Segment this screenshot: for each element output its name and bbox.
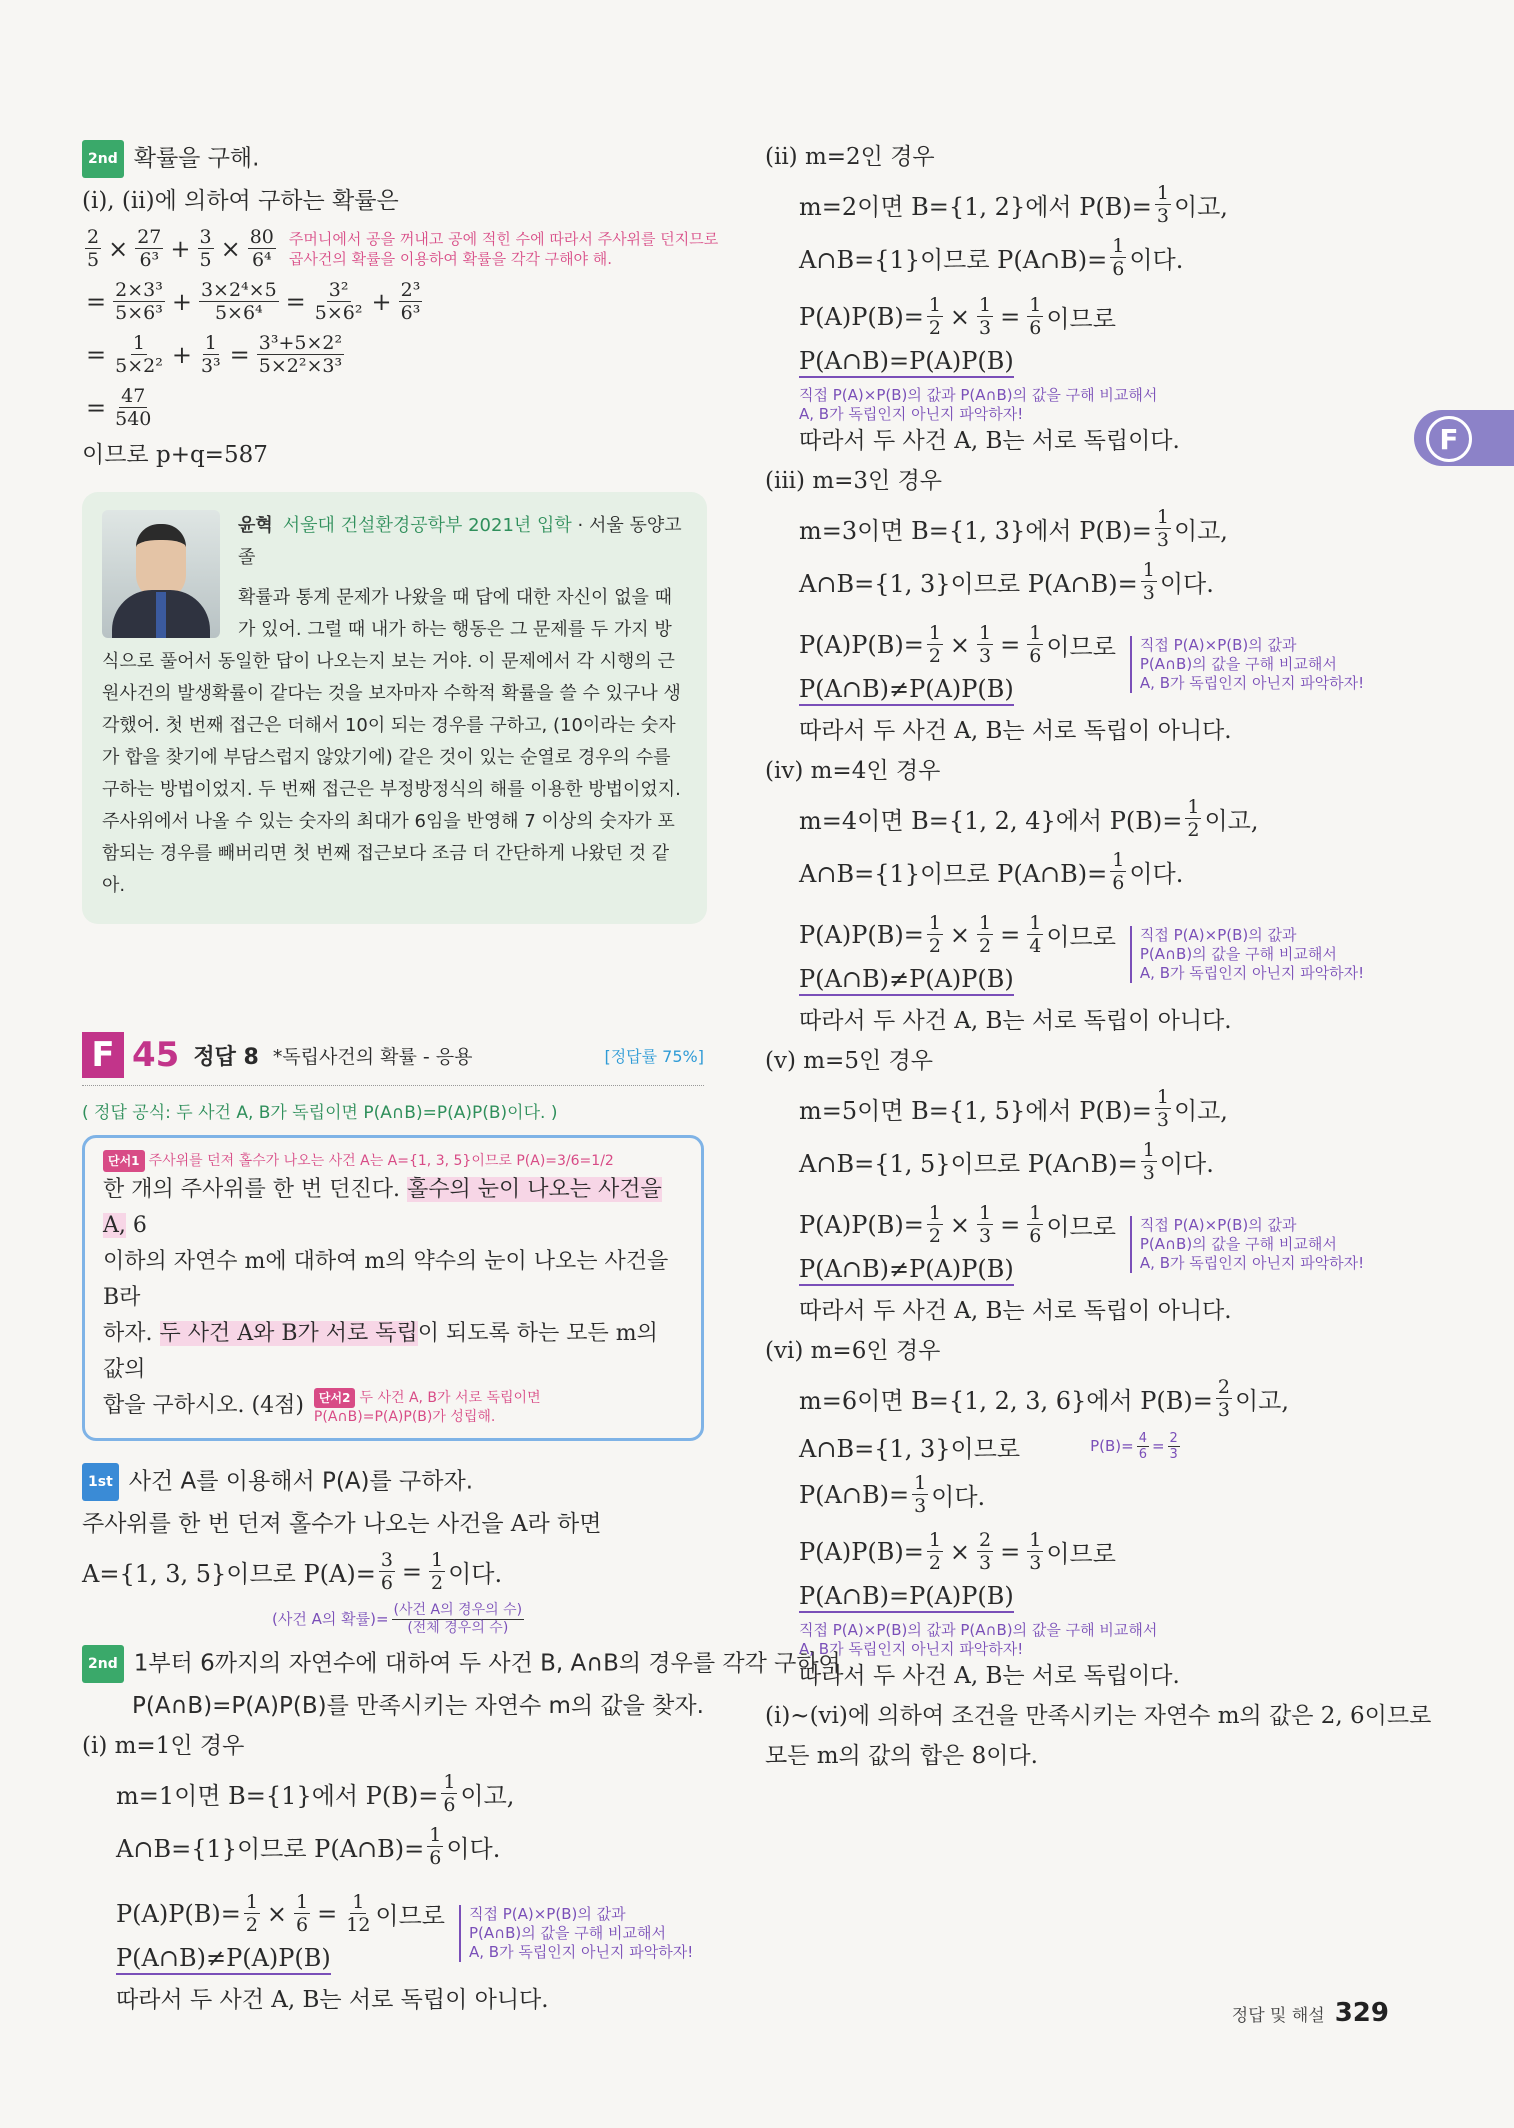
case6-equal: P(A∩B)=P(A)P(B) (765, 1582, 1405, 1613)
step2b-heading: 2nd 1부터 6까지의 자연수에 대하여 두 사건 B, A∩B의 경우를 각각 구하여 (82, 1645, 707, 1683)
equation-line-2: = $\frac{\text{2×3³}}{\text{5×6³}}$ + $\frac{\text{3×2⁴×5}}{\text{5×6⁴}}$ = $\frac{\text{3²}}{\text{5×6²}}$ + $\frac{\text{2³}}{\text{6³}}$ (86, 279, 421, 324)
case5-conclusion: 따라서 두 사건 A, B는 서로 독립이 아니다. (799, 1298, 1232, 1324)
student-info: 윤혁 서울대 건설환경공학부 2021년 입학 · 서울 동양고 졸 (238, 515, 682, 568)
case1-note: 직접 P(A)×P(B)의 값과 P(A∩B)의 값을 구해 비교해서 A, B가 독립인지 아닌지 파악하자! (459, 1905, 693, 1962)
equation-line-3: = $\frac{1}{\text{5×2²}}$ + $\frac{1}{\text{3³}}$ = $\frac{\text{3³+5×2²}}{\text{5×2²×3³}}$ (86, 332, 343, 377)
case3-line2: A∩B={1, 3}이므로 P(A∩B)= $\frac{1}{3}$ 이다. (799, 559, 1214, 604)
case1-conclusion: 따라서 두 사건 A, B는 서로 독립이 아니다. (116, 1987, 549, 2013)
step1-text: 주사위를 한 번 던져 홀수가 나오는 사건을 A라 하면 (82, 1511, 602, 1537)
equation-line-1: $\frac{2}{5}$ × $\frac{27}{\text{6³}}$ + $\frac{3}{5}$ × $\frac{80}{\text{6⁴}}$ 주머니에서 공을 꺼내고 공에 적힌 수에 따라서 주사위를 던지므로 곱사건의 확률을 이용하여 확률을 각각 구해야 해. (87, 226, 719, 271)
step2b-subtitle: P(A∩B)=P(A)P(B)를 만족시키는 자연수 m의 값을 찾자. (132, 1693, 704, 1719)
interview-box (82, 492, 707, 924)
page-number: 329 (1334, 1998, 1389, 2028)
case2-line2: A∩B={1}이므로 P(A∩B)= $\frac{1}{6}$ 이다. (799, 235, 1184, 280)
case5-line2: A∩B={1, 5}이므로 P(A∩B)= $\frac{1}{3}$ 이다. (799, 1139, 1214, 1184)
final-line-1: (i)~(vi)에 의하여 조건을 만족시키는 자연수 m의 값은 2, 6이므로 (765, 1703, 1432, 1729)
case4-conclusion: 따라서 두 사건 A, B는 서로 독립이 아니다. (799, 1008, 1232, 1034)
case2-line1: m=2이면 B={1, 2}에서 P(B)= $\frac{1}{3}$ 이고, (799, 182, 1228, 227)
case5-title: (v) m=5인 경우 (765, 1048, 933, 1074)
case6-title: (vi) m=6인 경우 (765, 1338, 941, 1364)
case3-title: (iii) m=3인 경우 (765, 468, 943, 494)
step1-heading: 1st 사건 A를 이용해서 P(A)를 구하자. (82, 1463, 707, 1501)
chapter-f-icon: F (1426, 416, 1472, 462)
problem-number: 45 (132, 1035, 180, 1075)
interview-text: 확률과 통계 문제가 나왔을 때 답에 대한 자신이 없을 때가 있어. 그럴 때 내가 하는 행동은 그 문제를 두 가지 방식으로 풀어서 동일한 답이 나오는지 보는 거야. 이 문제에서 각 시행의 근원사건의 발생확률이 같다는 것을 보자마자 수학적 확률을 쓸 수 있구나 생각했어. 첫 번째 접근은 더해서 10이 되는 경우를 구하고, (10이라는 숫자가 합을 찾기에 부담스럽지 않았기에) 같은 것이 있는 순열로 경우의 수를 구하는 방법이었지. 두 번째 접근은 부정방정식의 해를 이용한 방법이었지. 주사위에서 나올 수 있는 숫자의 최대가 6임을 반영해 7 이상의 숫자가 포함되는 경우를 빼버리면 첫 번째 접근보다 조금 더 간단하게 나왔던 것 같아. (102, 587, 681, 896)
hint1: 단서1 주사위를 던져 홀수가 나오는 사건 A는 A={1, 3, 5}이므로 P(A)=3/6=1/2 (103, 1150, 683, 1172)
case6-line1: m=6이면 B={1, 2, 3, 6}에서 P(B)= $\frac{2}{3}$ 이고, (799, 1376, 1289, 1421)
case5-line1: m=5이면 B={1, 5}에서 P(B)= $\frac{1}{3}$ 이고, (799, 1086, 1228, 1131)
step1-note: (사건 A의 확률)= $\frac{\text{(사건 A의 경우의 수)}}{\text{(전체 경우의 수)}}$ (272, 1602, 523, 1636)
case4-line2: A∩B={1}이므로 P(A∩B)= $\frac{1}{6}$ 이다. (799, 849, 1184, 894)
final-line-2: 모든 m의 값의 합은 8이다. (765, 1743, 1038, 1769)
case1-line1: m=1이면 B={1}에서 P(B)= $\frac{1}{6}$ 이고, (116, 1771, 515, 1816)
chapter-side-tab (1414, 410, 1514, 466)
case2-equal: P(A∩B)=P(A)P(B) (765, 347, 1405, 378)
chapter-tag: F (82, 1032, 124, 1078)
hint2: 단서2 두 사건 A, B가 서로 독립이면 P(A∩B)=P(A)P(B)가 성립해. (313, 1390, 541, 1425)
right-column (765, 140, 1432, 1779)
case4-note: 직접 P(A)×P(B)의 값과 P(A∩B)의 값을 구해 비교해서 A, B가 독립인지 아닌지 파악하자! (1130, 926, 1364, 983)
case4-title: (iv) m=4인 경우 (765, 758, 941, 784)
case1-compare: P(A)P(B)= $\frac{1}{2}$ × $\frac{1}{6}$ = $\frac{1}{12}$ 이므로 P(A∩B)≠P(A)P(B) 직접 P(A)×P(B)의 값과 P(A∩B)의 값을 구해 비교해서 A, B가 독립인지 아닌지 파악하자! (82, 1883, 707, 1983)
question-box (82, 1135, 704, 1441)
step2-heading: 2nd 확률을 구해. (82, 140, 707, 178)
case6-line3: P(A∩B)= $\frac{1}{3}$ 이다. (799, 1472, 986, 1517)
step2-badge: 2nd (82, 140, 124, 178)
case4-compare: P(A)P(B)= $\frac{1}{2}$ × $\frac{1}{2}$ = $\frac{1}{4}$ 이므로 P(A∩B)≠P(A)P(B) 직접 P(A)×P(B)의 값과 P(A∩B)의 값을 구해 비교해서 A, B가 독립인지 아닌지 파악하자! (765, 904, 1405, 1004)
case6-conclusion: 따라서 두 사건 A, B는 서로 독립이다. (799, 1663, 1180, 1689)
case1-title: (i) m=1인 경우 (82, 1733, 245, 1759)
left-column (82, 140, 841, 2023)
prob-intro: (i), (ii)에 의하여 구하는 확률은 (82, 188, 399, 214)
case5-note: 직접 P(A)×P(B)의 값과 P(A∩B)의 값을 구해 비교해서 A, B가 독립인지 아닌지 파악하자! (1130, 1216, 1364, 1273)
case6-note: 직접 P(A)×P(B)의 값과 P(A∩B)의 값을 구해 비교해서 A, B가 독립인지 아닌지 파악하자! (799, 1621, 1158, 1658)
case6-product: P(A)P(B)= $\frac{1}{2}$ × $\frac{2}{3}$ = $\frac{1}{3}$ 이므로 (799, 1529, 1116, 1574)
case5-compare: P(A)P(B)= $\frac{1}{2}$ × $\frac{1}{3}$ = $\frac{1}{6}$ 이므로 P(A∩B)≠P(A)P(B) 직접 P(A)×P(B)의 값과 P(A∩B)의 값을 구해 비교해서 A, B가 독립인지 아닌지 파악하자! (765, 1194, 1405, 1294)
problem-header (82, 1029, 704, 1086)
case2-title: (ii) m=2인 경우 (765, 144, 935, 170)
page-footer (1232, 1998, 1389, 2028)
case6-line2: A∩B={1, 3}이므로 P(B)= $\frac{4}{6}$ = $\frac{2}{3}$ (765, 1429, 1405, 1464)
question-line-2: 이하의 자연수 m에 대하여 m의 약수의 눈이 나오는 사건을 B라 (103, 1249, 669, 1310)
problem-topic: *독립사건의 확률 - 응용 (272, 1045, 473, 1068)
case3-line1: m=3이면 B={1, 3}에서 P(B)= $\frac{1}{3}$ 이고, (799, 506, 1228, 551)
case3-conclusion: 따라서 두 사건 A, B는 서로 독립이 아니다. (799, 718, 1232, 744)
answer-label: 정답 8 (193, 1044, 259, 1070)
answer-formula: ( 정답 공식: 두 사건 A, B가 독립이면 P(A∩B)=P(A)P(B)이다. ) (82, 1103, 558, 1123)
case3-compare: P(A)P(B)= $\frac{1}{2}$ × $\frac{1}{3}$ = $\frac{1}{6}$ 이므로 P(A∩B)≠P(A)P(B) 직접 P(A)×P(B)의 값과 P(A∩B)의 값을 구해 비교해서 A, B가 독립인지 아닌지 파악하자! (765, 614, 1405, 714)
case2-conclusion: 따라서 두 사건 A, B는 서로 독립이다. (799, 428, 1180, 454)
equation-line-4: = $\frac{47}{540}$ (86, 385, 152, 430)
question-line-3: 하자. 두 사건 A와 B가 서로 독립이 되도록 하는 모든 m의 값의 (103, 1321, 658, 1382)
step1-equation: A={1, 3, 5}이므로 P(A)= $\frac{3}{6}$ = $\frac{1}{2}$ 이다. (82, 1549, 503, 1594)
case2-product: P(A)P(B)= $\frac{1}{2}$ × $\frac{1}{3}$ = $\frac{1}{6}$ 이므로 (799, 294, 1116, 339)
note-product-rule: 주머니에서 공을 꺼내고 공에 적힌 수에 따라서 주사위를 던지므로 곱사건의 확률을 이용하여 확률을 각각 구해야 해. (288, 229, 719, 268)
question-line-1: 한 개의 주사위를 한 번 던진다. 홀수의 눈이 나오는 사건을 A, 6 (103, 1177, 662, 1238)
case1-line2: A∩B={1}이므로 P(A∩B)= $\frac{1}{6}$ 이다. (116, 1824, 501, 1869)
case2-note: 직접 P(A)×P(B)의 값과 P(A∩B)의 값을 구해 비교해서 A, B가 독립인지 아닌지 파악하자! (799, 386, 1158, 423)
student-photo (102, 510, 220, 638)
correct-rate: [정답률 75%] (604, 1046, 704, 1066)
case4-line1: m=4이면 B={1, 2, 4}에서 P(B)= $\frac{1}{2}$ 이고, (799, 796, 1259, 841)
case3-note: 직접 P(A)×P(B)의 값과 P(A∩B)의 값을 구해 비교해서 A, B가 독립인지 아닌지 파악하자! (1130, 636, 1364, 693)
case6-pb-note: P(B)= $\frac{4}{6}$ = $\frac{2}{3}$ (1090, 1431, 1178, 1462)
question-line-4: 합을 구하시오. (4점) 단서2 두 사건 A, B가 서로 독립이면 P(A∩B)=P(A)P(B)가 성립해. (103, 1390, 541, 1425)
footer-label: 정답 및 해설 (1231, 2006, 1325, 2026)
prob-result: 이므로 p+q=587 (82, 442, 268, 468)
